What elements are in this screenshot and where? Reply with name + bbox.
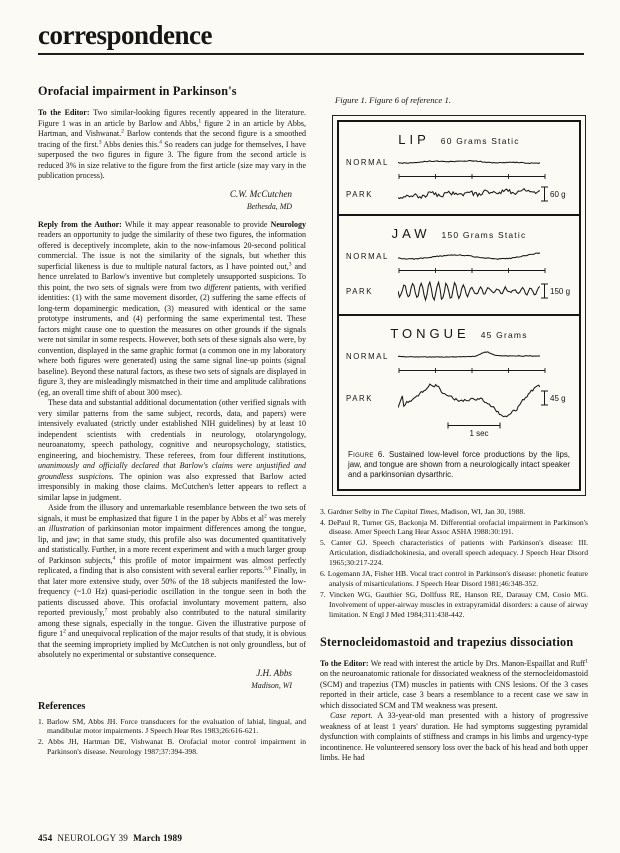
text-run: While it may appear reasonable to provide — [124, 219, 271, 229]
panel-subtitle-text: 60 Grams Static — [440, 136, 520, 146]
signature-block — [38, 668, 292, 690]
text-run: 6. Logemann JA, Fisher HB. Vocal tract control in Parkinson's disease: phonetic feature analysis of misarticulations. J Speech Hear Disord 1981;46:348-352. — [320, 569, 588, 588]
trace-row-normal — [341, 154, 577, 170]
text-run: The opinion was also expressed that Barlow acted irresponsibly in making those claims. McCutchen's letter appears to reflect a similar lapse in judgment. — [38, 471, 307, 502]
text-run: different — [204, 282, 231, 292]
text-run: 1. Barlow SM, Abbs JH. Force transducers for the evaluation of labial, lingual, and mandibular motor impairments. J Speech Hear Res 1983;26:616-621. — [38, 716, 306, 736]
amplitude-scale-bar — [540, 283, 549, 299]
text-run: on the neuroanatomic rationale for dissociated weakness of the sternocleidomastoid (SCM) and trapezius (TM) muscles in patients with CNS lesions. Of the 3 cases reported in their article, case 3 bears a resemblance to a recent case we saw in which dissociated SCM and TM weakness was present. — [320, 669, 588, 710]
left-column — [38, 84, 306, 764]
time-ruler-line — [398, 173, 546, 180]
gentle-waves-waveform — [398, 248, 540, 264]
text-run: and hence unrelated to Barlow's inventive but completely unsupported suspicions. To this point, the two sets of signals were from two — [38, 261, 306, 292]
references-list-right — [320, 507, 588, 620]
section-title: correspondence — [38, 20, 212, 50]
text-run: readers an opportunity to judge the similarity of these two figures, the information offered is deceptively incomplete, akin to the now-infamous 20-second political commercial. The issue is not the similarity of the signals, but whether this superficial likeness is due to multiple natural factors, as I have pointed out, — [38, 230, 306, 271]
panel-title-text: JAW — [391, 226, 431, 241]
trace-row-park — [341, 277, 577, 305]
text-run: 2 — [264, 512, 267, 519]
panel-subtitle-text: 45 Grams — [480, 330, 528, 340]
letter2-case-report-paragraph — [320, 711, 588, 764]
right-column — [320, 84, 588, 764]
amplitude-scale — [540, 390, 577, 406]
flat-bump-waveform — [398, 348, 540, 364]
panel-title-text: LIP — [398, 132, 430, 147]
slow-irregular-waveform — [398, 377, 540, 419]
reference-item — [320, 569, 588, 589]
trace-row-park — [341, 377, 577, 419]
time-ruler-line — [398, 367, 546, 374]
reference-item — [38, 717, 306, 737]
figure-panel-tongue — [339, 316, 579, 447]
text-run: Figure 6. — [348, 450, 386, 459]
text-run: Abbs denies this. — [101, 139, 160, 149]
text-run: Case report. — [330, 711, 373, 721]
time-ruler — [398, 367, 577, 374]
trace-label: PARK — [346, 393, 374, 403]
text-run: this profile of motor impairment was almost perfectly replicated, a finding that is also consistent with several earlier reports. — [38, 555, 307, 575]
text-run: most probably also contributed to the natural similarity among these signals, especially in the tongue. Given the illustrative purpose of figure 1 — [38, 608, 307, 638]
text-run: Two similar-looking figures recently appeared in the literature. Figure 1 was in an article by Barlow and Abbs, — [38, 108, 307, 128]
issue-date: March 1989 — [133, 833, 183, 843]
letter2-title: Sternocleidomastoid and trapezius dissociation — [320, 634, 574, 649]
reference-item — [320, 538, 588, 568]
time-scale — [444, 422, 514, 438]
text-run: , Madison, WI, Jan 30, 1988. — [437, 506, 526, 516]
text-run: Aside from the illusory and unremarkable resemblance between the two sets of signals, it must be emphasized that figure 1 in the paper by Abbs et al — [38, 503, 306, 523]
text-run: 1 — [198, 117, 202, 124]
time-scale-label: 1 sec — [469, 429, 489, 438]
trace-label: NORMAL — [346, 351, 389, 361]
masthead-rule — [38, 53, 584, 55]
text-run: 7. Vincken WG, Gauthier SG, Dollfuss RE, Hanson RE, Darauay CM, Cosio MG. Involvement of upper-airway muscles in extrapyramidal disorders: a cause of airway limitation. N Engl J Med 1984;311:438-442. — [320, 589, 588, 619]
letter1-title: Orofacial impairment in Parkinson's — [38, 84, 237, 98]
text-run: of parkinsonian motor impairment differences among the tongue, lip, and jaw; in that same study, this profile also was documented quantitatively and statistically. Further, in a more recent experiment and with a much larger group of Parkinson subjects, — [38, 524, 306, 565]
text-run: 4. DePaul R, Turner GS, Backonja M. Differential orofacial impairment in Parkinson's disease. Amer Speech Lang Hear Assoc ASHA 1988:30:191. — [320, 517, 588, 537]
trace-label: PARK — [346, 286, 374, 296]
page-number: 454 — [38, 833, 53, 843]
fine-tremor-waveform — [398, 183, 540, 205]
amplitude-scale — [540, 186, 577, 202]
reference-item — [320, 590, 588, 620]
text-run: was merely an — [38, 513, 306, 533]
figure-panel-heading — [341, 131, 577, 149]
figure-panel-heading — [341, 225, 577, 243]
figure-panel-lip — [339, 122, 579, 216]
trace-label: PARK — [346, 189, 374, 199]
references-list-left — [38, 717, 306, 758]
text-run: A 33-year-old man presented with a history of progressive weakness of at least 1 years' duration. He had symptoms suggesting pyramidal dysfunction with complaints of stiffness and cramps in his limbs and urgency-type incontinence. He volunteered sensory loss over the back of his head and both upper limbs. He had — [320, 711, 589, 763]
text-run: Neurology — [270, 219, 306, 229]
reference-item — [38, 737, 306, 757]
reference-item — [320, 507, 588, 517]
panel-title-text: TONGUE — [390, 326, 470, 341]
text-run: unanimously and officially declared that Barlow's claims were unjustified and groundless suspicions. — [38, 461, 306, 481]
text-run: To the Editor: — [320, 658, 371, 668]
strong-tremor-waveform — [398, 277, 540, 305]
figure-caption — [339, 447, 579, 489]
letter1-reply-paragraph — [38, 220, 306, 399]
letter1-paragraph — [38, 108, 306, 182]
two-column-body — [0, 84, 620, 764]
reference-item — [320, 518, 588, 538]
text-run: 3. Gardner Selby in — [320, 506, 382, 516]
signature-location: Bethesda, MD — [246, 201, 292, 211]
amplitude-scale-label: 150 g — [550, 286, 571, 296]
text-run: Finally, in that later more extensive study, over 50% of the 18 subjects manifested the low-frequency (~1.0 Hz) quasi-periodic oscillation in the tongue seen in both the patients discussed above. This orofacial involuntary movement pattern, also reported previously, — [38, 566, 306, 617]
amplitude-scale — [540, 283, 577, 299]
text-run: Sustained low-level force productions by the lips, jaw, and tongue are shown from a neurologically intact speaker and a parkinsonian dysarthric. — [348, 450, 570, 480]
figure-frame-outer — [332, 115, 586, 496]
trace-row-normal — [341, 248, 577, 264]
figure-frame-inner — [337, 120, 581, 491]
amplitude-scale-label: 60 g — [550, 189, 566, 199]
trace-label: NORMAL — [346, 251, 389, 261]
letter1-paragraph — [38, 398, 306, 503]
text-run: The Capital Times — [381, 506, 438, 516]
text-run: 4 — [112, 554, 116, 561]
text-run: 3 — [98, 138, 102, 145]
signature-block — [38, 189, 292, 211]
trace-row-park — [341, 183, 577, 205]
text-run: 7 — [104, 607, 108, 614]
signature-location: Madison, WI — [251, 680, 292, 690]
text-run: 4 — [159, 138, 162, 145]
text-run: These data and substantial additional documentation (other verified signals with very similar patterns from the same subject, records, data, and papers) were intensively evaluated (strictly under established NIH guidelines) by at least 10 independent scientists with credentials in neurology, otolaryngology, neuroanatomy, speech pathology, cognitive and neuropsychology, statistics, engineering, and biochemistry. These referees, from four different institutions, — [38, 398, 306, 460]
time-ruler-line — [398, 267, 546, 274]
text-run: 5. Canter GJ. Speech characteristics of patients with Parkinson's disease: III. Articulation, disdiadchokinesia, and overall speech adequacy. J Speech Hear Disord 1965;30:217-224. — [320, 538, 588, 568]
text-run: 5,6 — [264, 565, 272, 572]
amplitude-scale-bar — [540, 186, 549, 202]
text-run: To the Editor: — [38, 108, 94, 117]
signature-name: J.H. Abbs — [256, 667, 292, 678]
signature-name: C.W. McCutchen — [229, 188, 292, 199]
figure-panel-heading — [341, 325, 577, 343]
trace-row-normal — [341, 348, 577, 364]
text-run: Reply from the Author: — [38, 219, 125, 229]
text-run: We read with interest the article by Drs. Manon-Espaillat and Ruff — [370, 658, 586, 668]
time-ruler — [398, 173, 577, 180]
masthead — [0, 0, 620, 55]
amplitude-scale-bar — [540, 390, 549, 406]
text-run: and unequivocal replication of the major results of that study, it is obvious that the seeming impropriety implied by McCutchen is not only groundless, but of absolutely no experimental or substantive consequence. — [38, 629, 306, 659]
text-run: So readers can judge for themselves, I have superposed the two figures in figure 3. The figure from the second article is reduced 3% in size relative to the figure from the first article (size may vary in the publication process). — [38, 139, 306, 180]
figure-panel-jaw — [339, 216, 579, 316]
text-run: 1 — [585, 657, 589, 664]
text-run: 3 — [288, 260, 292, 267]
figure-panels — [339, 122, 579, 447]
figure-top-caption: Figure 1. Figure 6 of reference 1. — [335, 95, 451, 105]
journal-volume: NEUROLOGY 39 — [57, 833, 129, 843]
text-run: figure 2 in an article by Abbs, Hartman, and Vishwanat. — [38, 118, 306, 138]
panel-subtitle-text: 150 Grams Static — [441, 230, 527, 240]
text-run: 2 — [63, 628, 66, 635]
text-run: Barlow contends that the second figure is a smoothed tracing of the first. — [38, 129, 306, 149]
letter1-paragraph — [38, 503, 306, 661]
text-run: 2. Abbs JH, Hartman DE, Vishwanat B. Orofacial motor control impairment in Parkinson's disease. Neurology 1987;37:394-398. — [38, 737, 306, 757]
references-title: References — [38, 700, 86, 712]
amplitude-scale-label: 45 g — [550, 393, 566, 403]
trace-label: NORMAL — [346, 157, 389, 167]
time-ruler — [398, 267, 577, 274]
flat-smooth-waveform — [398, 154, 540, 170]
time-scale-bar — [444, 422, 504, 429]
text-run: patients, with verified identities: (1) with the same movement disorder, (2) suffering the same effects of long-term dopaminergic medication, (3) measured with identical or the same prototype instruments, and (4) performing the same experimental test. These factors might cause one to question the measures on other grounds if the signals were not similar in some respects. However, both sets of these signals also were, by convention, displayed in the same graphic format (a common one in my laboratory where both figures were generated) using the same signal line-up points (signal baseline). Beyond these natural factors, as these two sets of signals are displayed in figure 3, they are misleadingly mismatched in their time and amplitude calibrations (eg, an overall time shift of about 300 msec). — [38, 282, 307, 397]
page-footer — [38, 833, 187, 843]
text-run: 2 — [121, 128, 124, 135]
text-run: illustration — [48, 524, 85, 533]
letter2-paragraph — [320, 659, 588, 712]
